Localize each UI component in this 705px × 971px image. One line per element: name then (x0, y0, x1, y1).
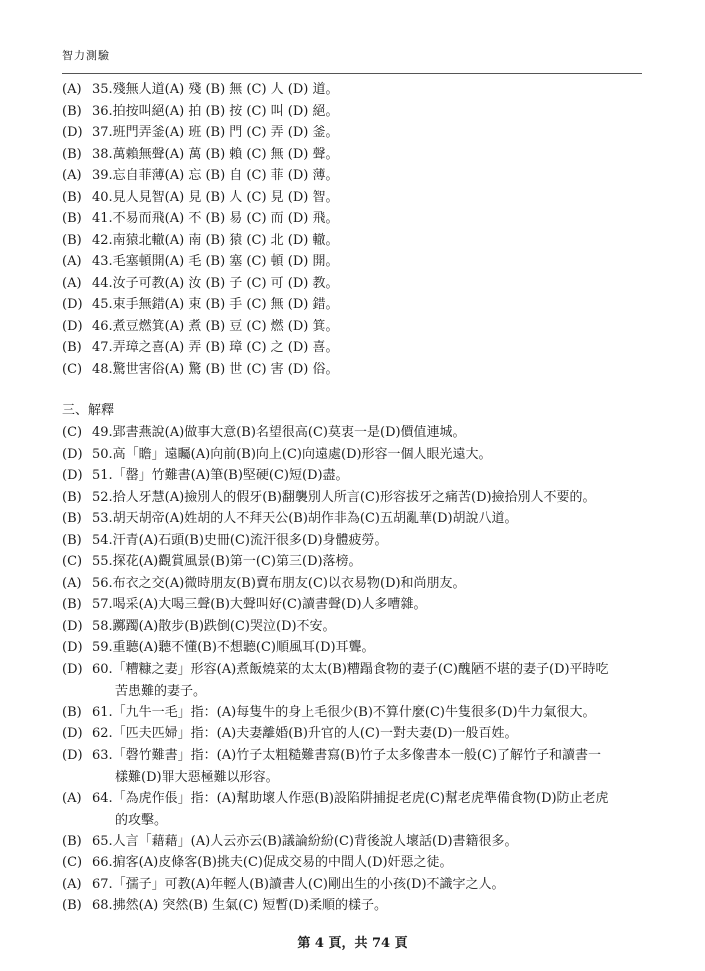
question-text-line: 64.「為虎作倀」指：(A)幫助壞人作惡(B)設陷阱捕捉老虎(C)幫老虎準備食物(D)防止老虎 (92, 791, 609, 806)
question-text (92, 659, 632, 703)
answer-label: (B) (62, 834, 82, 849)
question-text: 49.郢書燕說(A)做事大意(B)名望很高(C)莫衷一是(D)價值連城。 (92, 425, 466, 440)
question-text-continuation: 苦患難的妻子。 (115, 684, 207, 699)
question-text: 51.「罄」竹難書(A)筆(B)堅硬(C)短(D)盡。 (92, 468, 349, 483)
question-row (0, 465, 705, 487)
question-text: 35.殘無人道(A) 殘 (B) 無 (C) 人 (D) 道。 (92, 82, 339, 97)
question-text: 62.「匹夫匹婦」指：(A)夫妻離婚(B)升官的人(C)一對夫妻(D)一般百姓。 (92, 726, 518, 741)
answer-label: (B) (62, 511, 82, 526)
question-row (0, 165, 705, 187)
answer-label: (C) (62, 425, 83, 440)
question-row (0, 444, 705, 466)
question-row (0, 831, 705, 853)
answer-label: (A) (62, 82, 82, 97)
question-row (0, 230, 705, 252)
question-text: 61.「九牛一毛」指：(A)每隻牛的身上毛很少(B)不算什麼(C)牛隻很多(D)牛力氣很大。 (92, 705, 596, 720)
question-text: 43.毛塞頓開(A) 毛 (B) 塞 (C) 頓 (D) 開。 (92, 254, 339, 269)
question-text: 55.探花(A)觀賞風景(B)第一(C)第三(D)落榜。 (92, 554, 362, 569)
question-row (0, 337, 705, 359)
question-row (0, 723, 705, 745)
question-text-line: 63.「磬竹難書」指：(A)竹子太粗糙難書寫(B)竹子太多像書本一般(C)了解竹子和讀書一 (92, 748, 601, 763)
question-text: 36.拍按叫絕(A) 拍 (B) 按 (C) 叫 (D) 絕。 (92, 104, 339, 119)
question-text: 40.見人見智(A) 見 (B) 人 (C) 見 (D) 智。 (92, 190, 339, 205)
question-text: 50.高「瞻」遠矚(A)向前(B)向上(C)向遠處(D)形容一個人眼光遠大。 (92, 447, 492, 462)
answer-label: (B) (62, 340, 82, 355)
question-row (0, 573, 705, 595)
question-text: 41.不易而飛(A) 不 (B) 易 (C) 而 (D) 飛。 (92, 211, 339, 226)
answer-label: (B) (62, 898, 82, 913)
answer-label: (A) (62, 254, 82, 269)
answer-label: (D) (62, 662, 83, 677)
question-text: 59.重聽(A)聽不懂(B)不想聽(C)順風耳(D)耳聾。 (92, 640, 375, 655)
question-text: 54.汗青(A)石頭(B)史冊(C)流汗很多(D)身體疲勞。 (92, 533, 388, 548)
answer-label: (B) (62, 147, 82, 162)
question-row (0, 316, 705, 338)
question-text: 45.束手無錯(A) 束 (B) 手 (C) 無 (D) 錯。 (92, 297, 339, 312)
question-row (0, 144, 705, 166)
answer-label: (B) (62, 533, 82, 548)
answer-label: (B) (62, 705, 82, 720)
question-text: 44.汝子可教(A) 汝 (B) 子 (C) 可 (D) 教。 (92, 276, 339, 291)
question-text: 39.忘自菲薄(A) 忘 (B) 自 (C) 菲 (D) 薄。 (92, 168, 339, 183)
page-header: 智力測驗 (62, 49, 110, 62)
section-title: 三、解釋 (62, 403, 115, 418)
answer-label: (D) (62, 447, 83, 462)
answer-label: (D) (62, 726, 83, 741)
question-text-continuation: 樣難(D)罪大惡極難以形容。 (115, 770, 279, 785)
question-text: 37.班門弄釜(A) 班 (B) 門 (C) 弄 (D) 釜。 (92, 125, 339, 140)
question-text: 56.布衣之交(A)微時朋友(B)賣布朋友(C)以衣易物(D)和尚朋友。 (92, 576, 466, 591)
question-row (0, 874, 705, 896)
answer-label: (B) (62, 104, 82, 119)
answer-label: (D) (62, 319, 83, 334)
answer-label: (B) (62, 490, 82, 505)
question-text: 58.躑躅(A)散步(B)跌倒(C)哭泣(D)不安。 (92, 619, 336, 634)
answer-label: (D) (62, 748, 83, 763)
question-text: 46.煮豆燃箕(A) 煮 (B) 豆 (C) 燃 (D) 箕。 (92, 319, 339, 334)
answer-label: (B) (62, 190, 82, 205)
answer-label: (A) (62, 168, 82, 183)
question-text (92, 788, 632, 832)
answer-label: (B) (62, 211, 82, 226)
question-text: 47.弄璋之喜(A) 弄 (B) 璋 (C) 之 (D) 喜。 (92, 340, 339, 355)
answer-label: (C) (62, 554, 83, 569)
question-row (0, 616, 705, 638)
question-row (0, 79, 705, 101)
question-text: 48.驚世害俗(A) 驚 (B) 世 (C) 害 (D) 俗。 (92, 362, 339, 377)
answer-label: (D) (62, 619, 83, 634)
answer-label: (C) (62, 362, 83, 377)
question-row (0, 508, 705, 530)
answer-label: (A) (62, 276, 82, 291)
question-row (0, 530, 705, 552)
question-row (0, 187, 705, 209)
answer-label: (D) (62, 125, 83, 140)
question-row (0, 273, 705, 295)
page-footer: 第 4 頁，共 74 頁 (297, 936, 408, 951)
answer-label: (C) (62, 855, 83, 870)
question-row (0, 359, 705, 381)
answer-label: (B) (62, 597, 82, 612)
answer-label: (B) (62, 233, 82, 248)
question-text: 66.掮客(A)皮條客(B)挑夫(C)促成交易的中間人(D)奸惡之徒。 (92, 855, 453, 870)
answer-label: (A) (62, 791, 82, 806)
question-row (0, 251, 705, 273)
question-row (0, 208, 705, 230)
question-row (0, 294, 705, 316)
question-row (0, 852, 705, 874)
question-text (92, 745, 632, 789)
question-row (0, 101, 705, 123)
question-text: 67.「孺子」可教(A)年輕人(B)讀書人(C)剛出生的小孩(D)不識字之人。 (92, 877, 505, 892)
question-text: 38.萬賴無聲(A) 萬 (B) 賴 (C) 無 (D) 聲。 (92, 147, 339, 162)
question-text-line: 60.「糟糠之妻」形容(A)煮飯燒菜的太太(B)糟蹋食物的妻子(C)醜陋不堪的妻子(D)平時吃 (92, 662, 609, 677)
question-row (0, 637, 705, 659)
question-text: 42.南猿北轍(A) 南 (B) 猿 (C) 北 (D) 轍。 (92, 233, 339, 248)
question-text: 68.拂然(A) 突然(B) 生氣(C) 短暫(D)柔順的樣子。 (92, 898, 387, 913)
answer-label: (A) (62, 576, 82, 591)
question-text-continuation: 的攻擊。 (115, 813, 168, 828)
question-text: 53.胡天胡帝(A)姓胡的人不拜天公(B)胡作非為(C)五胡亂華(D)胡說八道。 (92, 511, 518, 526)
question-text: 65.人言「藉藉」(A)人云亦云(B)議論紛紛(C)背後說人壞話(D)書籍很多。 (92, 834, 518, 849)
question-row (0, 551, 705, 573)
answer-label: (D) (62, 640, 83, 655)
question-text: 57.喝采(A)大喝三聲(B)大聲叫好(C)讀書聲(D)人多嘈雜。 (92, 597, 427, 612)
question-row (0, 122, 705, 144)
question-row (0, 594, 705, 616)
question-row (0, 487, 705, 509)
header-rule (62, 73, 642, 74)
answer-label: (D) (62, 297, 83, 312)
answer-label: (A) (62, 877, 82, 892)
question-row (0, 895, 705, 917)
answer-label: (D) (62, 468, 83, 483)
question-row (0, 422, 705, 444)
question-text: 52.拾人牙慧(A)撿別人的假牙(B)翻襲別人所言(C)形容拔牙之痛苦(D)撿拾別人不要的。 (92, 490, 596, 505)
question-row (0, 702, 705, 724)
